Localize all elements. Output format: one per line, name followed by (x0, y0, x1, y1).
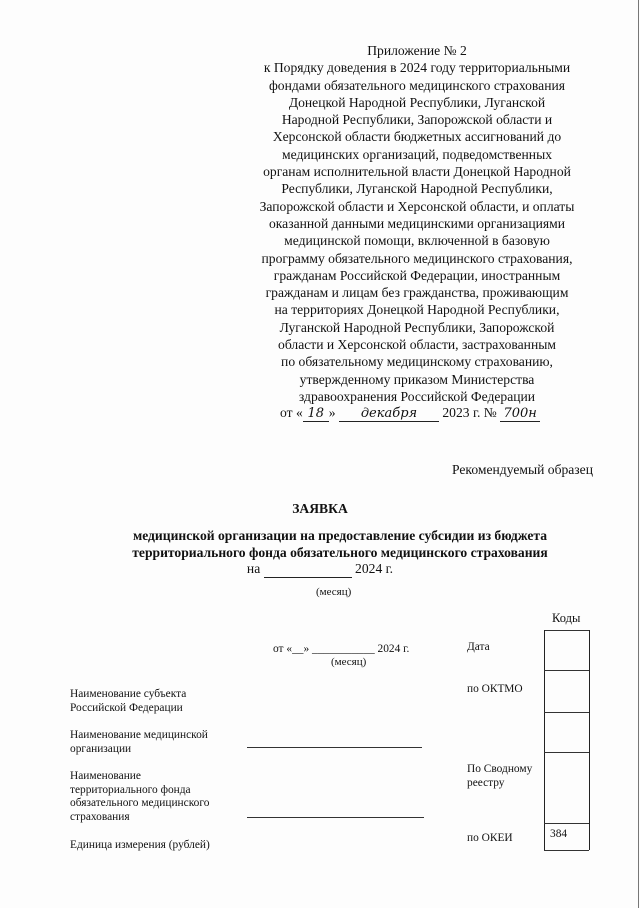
okei-label: по ОКЕИ (467, 832, 513, 844)
order-quote-close: » (328, 405, 336, 420)
subject-label (70, 688, 186, 715)
subtitle-line: медицинской организации на предоставление субсидии из бюджета (132, 528, 548, 543)
appendix-line: области и Херсонской области, застрахованным (278, 337, 556, 353)
appendix-line: Запорожской области и Херсонской области, и оплаты (259, 198, 575, 214)
codes-row-rule (544, 712, 589, 713)
codes-row-rule (544, 850, 589, 851)
period-prefix: на (246, 561, 261, 576)
fund-label (70, 770, 209, 824)
date-label: Дата (467, 641, 490, 653)
appendix-line: к Порядку доведения в 2024 году территориальными (263, 60, 571, 76)
appendix-line: органам исполнительной власти Донецкой Народной (263, 164, 571, 180)
date-month-hint: (месяц) (331, 656, 367, 668)
appendix-line: по обязательному медицинскому страхованию, (281, 354, 553, 370)
appendix-line: Приложение № 2 (367, 43, 467, 58)
med-org-field[interactable] (247, 747, 422, 748)
document-subtitle (90, 527, 590, 561)
period-line (0, 561, 640, 578)
registry-label-line: реестру (467, 776, 505, 789)
codes-row-rule (544, 752, 589, 753)
subtitle-line: территориального фонда обязательного медицинского страхования (132, 545, 548, 560)
fund-field[interactable] (247, 817, 424, 818)
unit-label: Единица измерения (рублей) (70, 839, 210, 851)
registry-label (467, 763, 532, 790)
fund-label-line: обязательного медицинского (70, 797, 210, 810)
order-year: 2023 г. № (442, 405, 497, 420)
order-number: 700н (500, 406, 540, 422)
recommended-sample-label: Рекомендуемый образец (452, 462, 593, 477)
appendix-line: медицинской помощи, включенной в базовую (284, 233, 550, 249)
period-month-hint: (месяц) (316, 586, 352, 598)
page-edge (638, 0, 639, 908)
okei-code: 384 (550, 828, 568, 840)
appendix-block (236, 42, 598, 405)
appendix-line: Республики, Луганской Народной Республики, (281, 181, 553, 197)
codes-header: Коды (552, 611, 581, 625)
fund-label-line: Наименование (70, 770, 141, 782)
appendix-line: оказанной данными медицинскими организациями (268, 215, 566, 231)
order-day: 18 (303, 406, 329, 422)
order-date-line (280, 405, 580, 422)
appendix-line: программу обязательного медицинского страхования, (261, 250, 573, 266)
subject-label-line: Наименование субъекта (70, 688, 187, 700)
appendix-line: гражданам и лицам без гражданства, проживающим (265, 285, 569, 301)
fund-label-line: страхования (70, 810, 130, 823)
document-title: ЗАЯВКА (292, 501, 348, 516)
appendix-line: Херсонской области бюджетных ассигнований до (272, 129, 562, 145)
subject-label-line: Российской Федерации (70, 701, 183, 714)
appendix-line: Луганской Народной Республики, Запорожской (279, 319, 555, 335)
appendix-line: на территориях Донецкой Народной Республики, (274, 302, 560, 318)
order-from: от « (280, 405, 303, 420)
fund-label-line: территориального фонда (70, 783, 191, 796)
oktmo-label: по ОКТМО (467, 683, 523, 695)
appendix-line: Народной Республики, Запорожской области и (281, 112, 553, 128)
date-from-line: от «__» ___________ 2024 г. (273, 643, 410, 655)
appendix-line: Донецкой Народной Республики, Луганской (288, 94, 546, 110)
codes-column (544, 630, 590, 850)
codes-row-rule (544, 670, 589, 671)
registry-label-line: По Сводному (467, 763, 533, 775)
codes-row-rule (544, 823, 589, 824)
med-org-label (70, 729, 208, 756)
appendix-line: фондами обязательного медицинского страхования (268, 77, 565, 93)
appendix-line: здравоохранения Российской Федерации (298, 388, 536, 404)
period-year: 2024 г. (355, 561, 394, 576)
appendix-line: утвержденному приказом Министерства (299, 371, 535, 387)
med-org-label-line: Наименование медицинской (70, 729, 208, 741)
order-month: декабря (339, 406, 439, 422)
appendix-line: медицинских организаций, подведомственных (281, 146, 553, 162)
med-org-label-line: организации (70, 742, 132, 755)
appendix-line: гражданам Российской Федерации, иностранным (273, 267, 561, 283)
